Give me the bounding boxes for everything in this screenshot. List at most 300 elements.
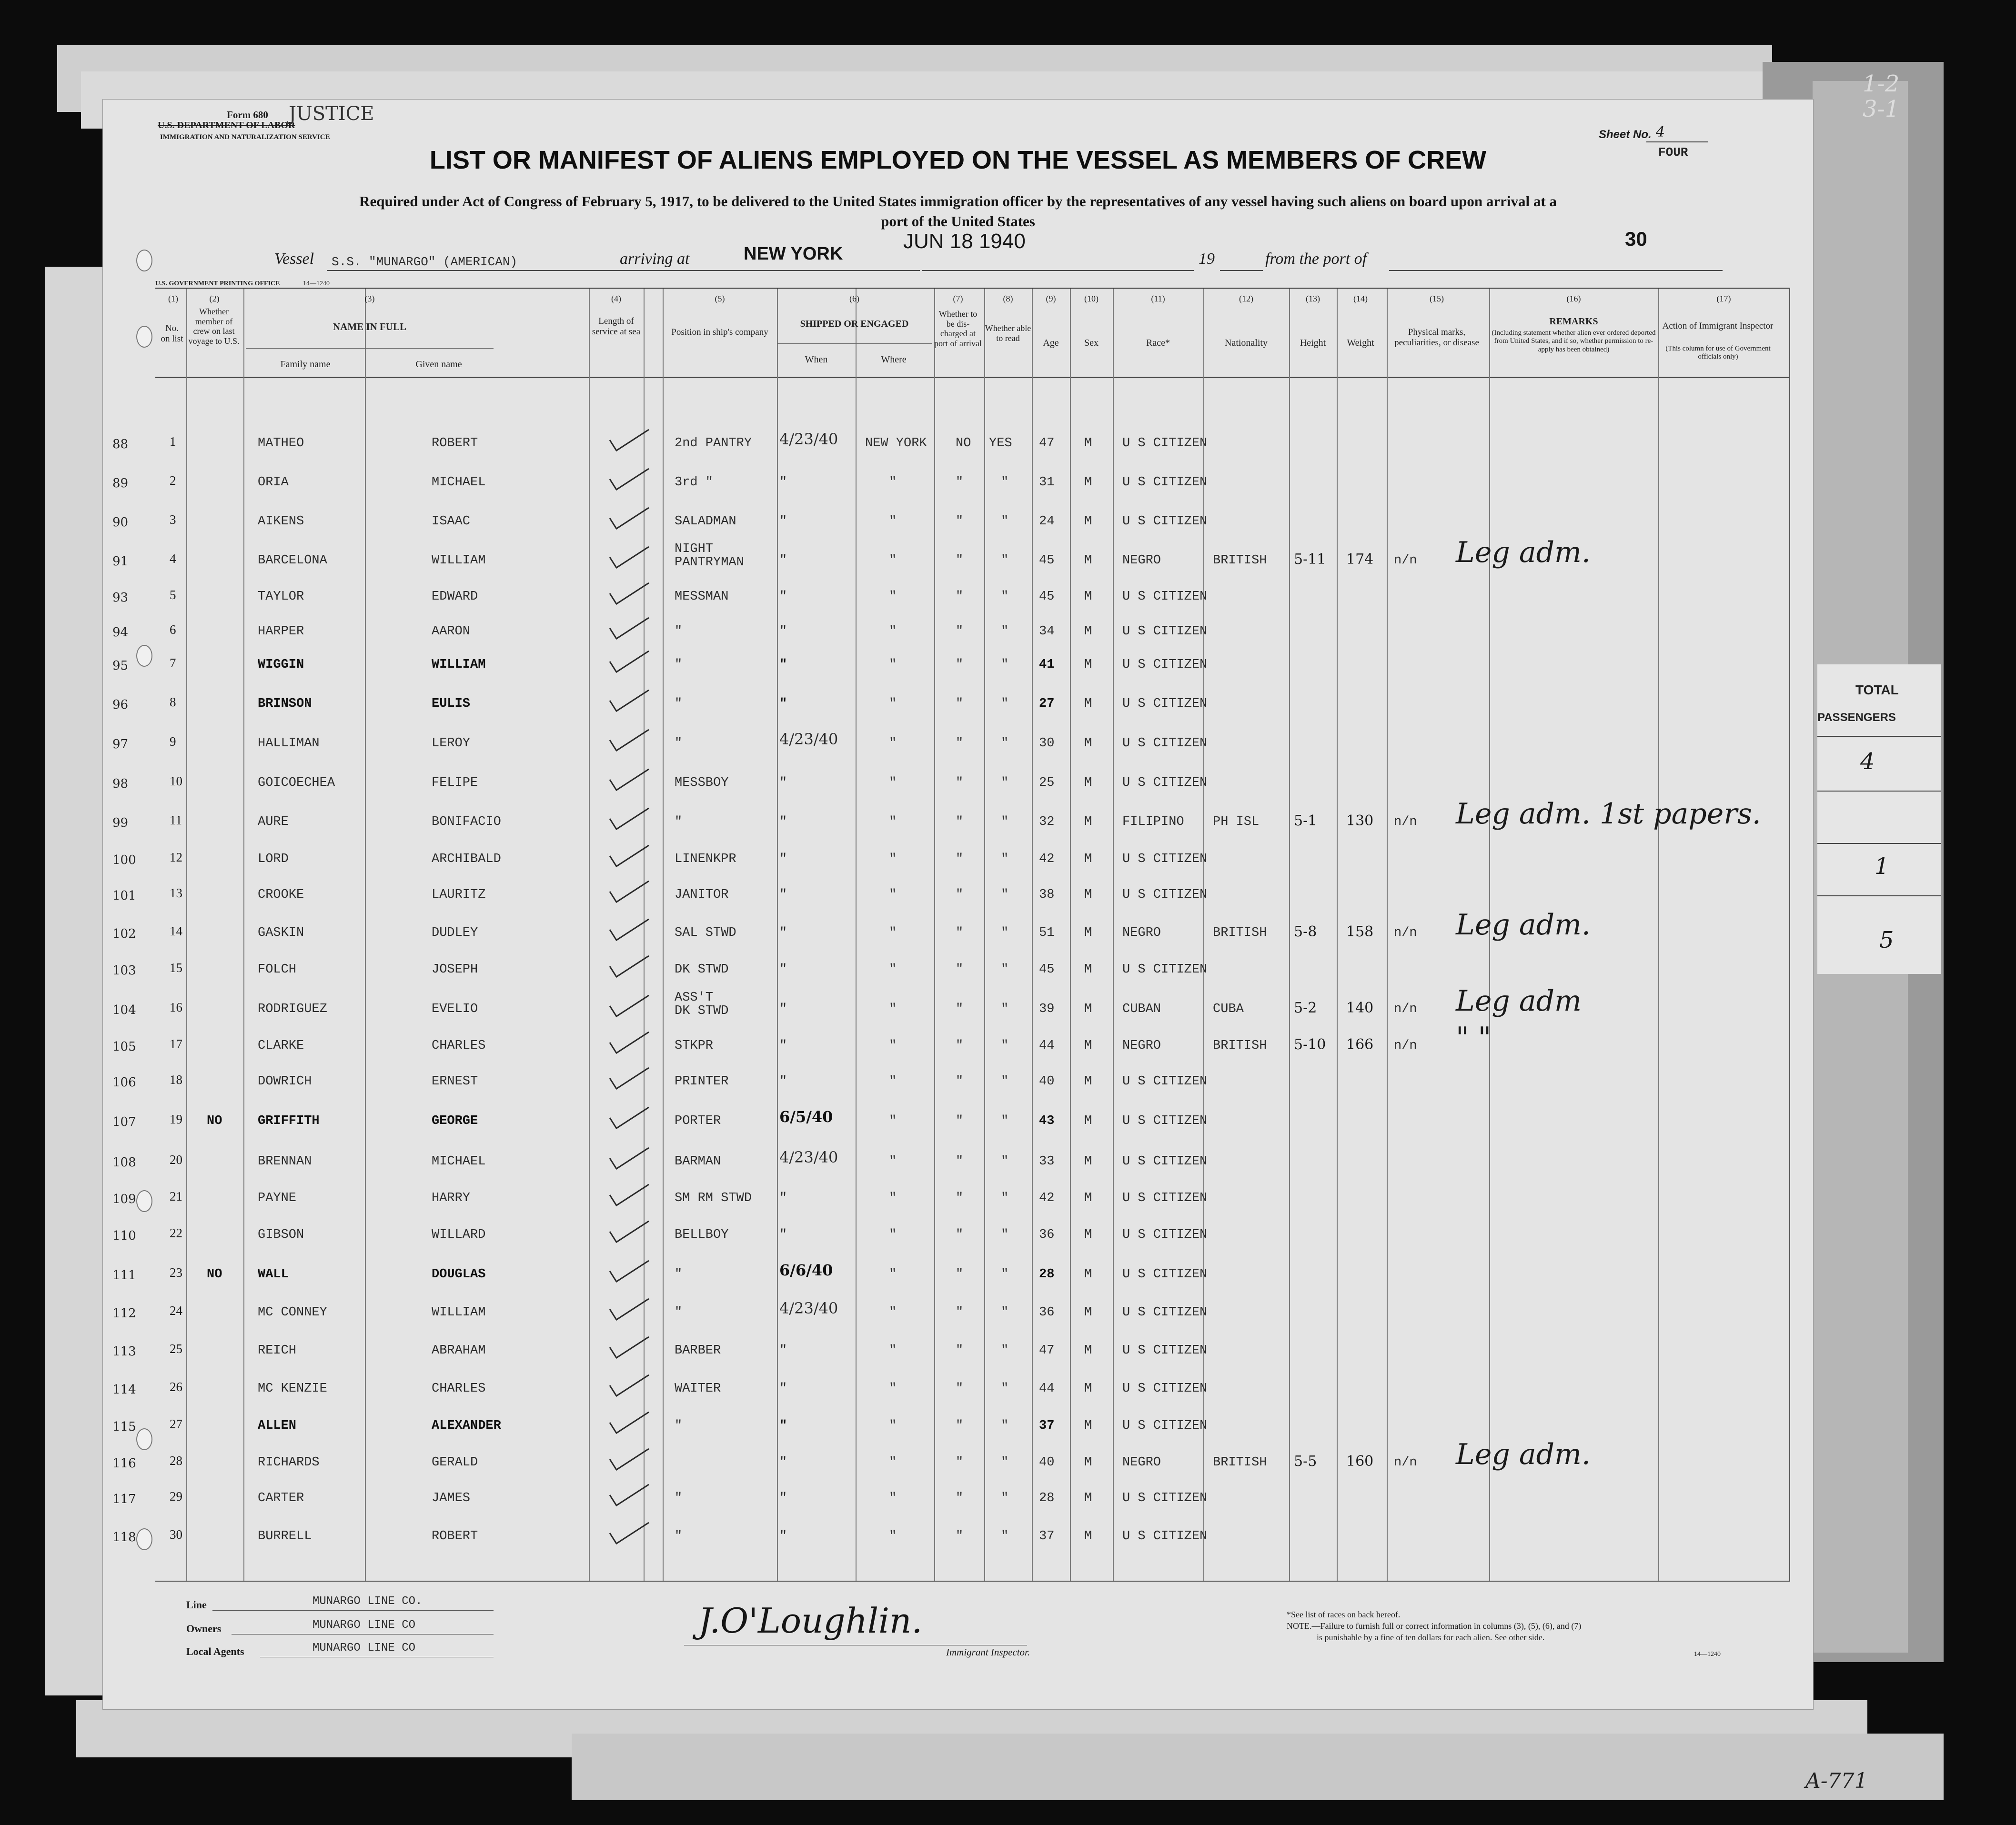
column-number: (12) bbox=[1239, 294, 1253, 303]
line-reference: 104 bbox=[112, 1003, 136, 1017]
family-name: CROOKE bbox=[258, 888, 304, 902]
row-number: 22 bbox=[170, 1226, 182, 1240]
check-mark-icon bbox=[608, 915, 651, 944]
check-mark-icon bbox=[608, 765, 651, 794]
row-number: 20 bbox=[170, 1153, 182, 1167]
given-name: JAMES bbox=[432, 1491, 471, 1505]
position: BELLBOY bbox=[675, 1228, 729, 1242]
discharged: " bbox=[956, 1419, 964, 1433]
hdr-when: When bbox=[805, 354, 828, 365]
family-name: WALL bbox=[258, 1267, 289, 1282]
sex: M bbox=[1084, 888, 1092, 902]
race: U S CITIZEN bbox=[1122, 1114, 1208, 1128]
able-to-read: " bbox=[1001, 1305, 1009, 1320]
hdr-remarks-note: (Including statement whether alien ever ordered deported from United States, and if so, whether permission to re-apply has been obtained) bbox=[1492, 329, 1656, 353]
hdr-whether-member: Whether member of crew on last voyage to U.S. bbox=[188, 307, 240, 346]
given-name: CHARLES bbox=[432, 1039, 486, 1053]
line-reference: 110 bbox=[112, 1229, 136, 1243]
table-row bbox=[103, 1528, 1813, 1557]
age: 33 bbox=[1039, 1154, 1055, 1169]
given-name: EULIS bbox=[432, 697, 471, 711]
shipped-where: " bbox=[889, 1382, 897, 1396]
column-number: (1) bbox=[168, 294, 178, 303]
inspector-label: Immigrant Inspector. bbox=[946, 1646, 1030, 1658]
table-row bbox=[103, 1490, 1813, 1519]
position: " bbox=[675, 1529, 683, 1544]
discharged: " bbox=[956, 1191, 964, 1205]
family-name: CLARKE bbox=[258, 1039, 304, 1053]
column-number: (2) bbox=[209, 294, 220, 303]
hdr-length-service: Length of service at sea bbox=[592, 316, 641, 337]
discharged: " bbox=[956, 963, 964, 977]
table-row bbox=[103, 1148, 1813, 1182]
row-number: 6 bbox=[170, 622, 176, 637]
race: NEGRO bbox=[1122, 1455, 1161, 1470]
nationality: BRITISH bbox=[1213, 926, 1267, 940]
vessel-value: S.S. "MUNARGO" (AMERICAN) bbox=[332, 255, 518, 269]
voyage-flag: NO bbox=[207, 1114, 222, 1128]
row-number: 26 bbox=[170, 1380, 182, 1394]
age: 45 bbox=[1039, 963, 1055, 977]
check-mark-icon bbox=[608, 726, 651, 754]
family-name: WIGGIN bbox=[258, 658, 304, 672]
agents-value: MUNARGO LINE CO bbox=[312, 1642, 416, 1655]
line-reference: 111 bbox=[112, 1268, 136, 1283]
able-to-read: " bbox=[1001, 553, 1009, 568]
punch-hole bbox=[136, 250, 152, 271]
given-name: MICHAEL bbox=[432, 475, 486, 490]
table-row bbox=[103, 696, 1813, 724]
able-to-read: " bbox=[1001, 776, 1009, 790]
subtitle-line-2: port of the United States bbox=[881, 213, 1035, 230]
position: 3rd " bbox=[675, 475, 714, 490]
line-reference: 97 bbox=[112, 737, 129, 752]
family-name: TAYLOR bbox=[258, 590, 304, 604]
totals-subtitle: PASSENGERS bbox=[1817, 711, 1896, 724]
hdr-physical: Physical marks, peculiarities, or disease bbox=[1394, 327, 1479, 348]
discharged: " bbox=[956, 815, 964, 829]
age: 24 bbox=[1039, 514, 1055, 529]
sex: M bbox=[1084, 475, 1092, 490]
race: U S CITIZEN bbox=[1122, 1344, 1208, 1358]
row-number: 15 bbox=[170, 961, 182, 975]
able-to-read: " bbox=[1001, 963, 1009, 977]
sex: M bbox=[1084, 553, 1092, 568]
check-mark-icon bbox=[608, 1217, 651, 1246]
shipped-where: " bbox=[889, 1419, 897, 1433]
shipped-where: " bbox=[889, 1154, 897, 1169]
race: U S CITIZEN bbox=[1122, 697, 1208, 711]
able-to-read: " bbox=[1001, 1114, 1009, 1128]
table-row bbox=[103, 730, 1813, 764]
physical-marks: n/n bbox=[1394, 1039, 1417, 1053]
able-to-read: " bbox=[1001, 1491, 1009, 1505]
family-name: BRINSON bbox=[258, 697, 312, 711]
gpo-code: 14—1240 bbox=[303, 280, 330, 287]
sex: M bbox=[1084, 590, 1092, 604]
row-number: 13 bbox=[170, 886, 182, 900]
table-row bbox=[103, 1227, 1813, 1255]
race: U S CITIZEN bbox=[1122, 1267, 1208, 1282]
age: 27 bbox=[1039, 697, 1055, 711]
check-mark-icon bbox=[608, 877, 651, 906]
shipped-where: " bbox=[889, 658, 897, 672]
age: 25 bbox=[1039, 776, 1055, 790]
able-to-read: " bbox=[1001, 815, 1009, 829]
age: 45 bbox=[1039, 590, 1055, 604]
row-number: 4 bbox=[170, 552, 176, 566]
position: LINENKPR bbox=[675, 852, 736, 866]
hdr-able-read: Whether able to read bbox=[985, 323, 1031, 343]
shipped-where: " bbox=[889, 1267, 897, 1282]
check-mark-icon bbox=[608, 1519, 651, 1547]
family-name: LORD bbox=[258, 852, 289, 866]
column-number: (3) bbox=[364, 294, 375, 303]
family-name: BURRELL bbox=[258, 1529, 312, 1544]
sex: M bbox=[1084, 624, 1092, 639]
discharged: " bbox=[956, 1382, 964, 1396]
row-number: 17 bbox=[170, 1037, 182, 1051]
family-name: BARCELONA bbox=[258, 553, 327, 568]
age: 40 bbox=[1039, 1455, 1055, 1470]
family-name: ALLEN bbox=[258, 1419, 297, 1433]
shipped-when: " bbox=[779, 1191, 787, 1205]
line-reference: 89 bbox=[112, 476, 129, 491]
able-to-read: YES bbox=[989, 436, 1012, 451]
check-mark-icon bbox=[608, 579, 651, 608]
family-name: DOWRICH bbox=[258, 1074, 312, 1089]
row-number: 23 bbox=[170, 1265, 182, 1280]
physical-marks: n/n bbox=[1394, 553, 1417, 568]
department-handwritten: JUSTICE bbox=[289, 103, 374, 125]
sex: M bbox=[1084, 1039, 1092, 1053]
given-name: ROBERT bbox=[432, 1529, 478, 1544]
age: 34 bbox=[1039, 624, 1055, 639]
physical-marks: n/n bbox=[1394, 1455, 1417, 1470]
able-to-read: " bbox=[1001, 624, 1009, 639]
position: JANITOR bbox=[675, 888, 729, 902]
given-name: MICHAEL bbox=[432, 1154, 486, 1169]
position: DK STWD bbox=[675, 963, 729, 977]
discharged: " bbox=[956, 475, 964, 490]
family-name: HARPER bbox=[258, 624, 304, 639]
table-row bbox=[103, 474, 1813, 503]
sex: M bbox=[1084, 1074, 1092, 1089]
able-to-read: " bbox=[1001, 1074, 1009, 1089]
able-to-read: " bbox=[1001, 1419, 1009, 1433]
table-row bbox=[103, 1438, 1813, 1483]
shipped-where: " bbox=[889, 815, 897, 829]
row-number: 21 bbox=[170, 1189, 182, 1203]
able-to-read: " bbox=[1001, 1039, 1009, 1053]
sex: M bbox=[1084, 963, 1092, 977]
discharged: " bbox=[956, 1114, 964, 1128]
given-name: WILLIAM bbox=[432, 658, 486, 672]
race: NEGRO bbox=[1122, 1039, 1161, 1053]
able-to-read: " bbox=[1001, 475, 1009, 490]
family-name: GIBSON bbox=[258, 1228, 304, 1242]
family-name: MC CONNEY bbox=[258, 1305, 327, 1320]
shipped-where: " bbox=[889, 852, 897, 866]
shipped-when: " bbox=[779, 1419, 787, 1433]
check-mark-icon bbox=[608, 1103, 651, 1132]
nationality: BRITISH bbox=[1213, 1455, 1267, 1470]
given-name: ABRAHAM bbox=[432, 1344, 486, 1358]
sex: M bbox=[1084, 1529, 1092, 1544]
sex: M bbox=[1084, 1154, 1092, 1169]
weight: 174 bbox=[1346, 551, 1374, 568]
row-number: 10 bbox=[170, 774, 182, 788]
weight: 158 bbox=[1346, 923, 1374, 940]
discharged: " bbox=[956, 553, 964, 568]
race: U S CITIZEN bbox=[1122, 1228, 1208, 1242]
shipped-when: " bbox=[779, 1344, 787, 1358]
position: " bbox=[675, 1305, 683, 1320]
sex: M bbox=[1084, 1191, 1092, 1205]
vessel-label: Vessel bbox=[274, 250, 314, 268]
shipped-when: " bbox=[779, 1382, 787, 1396]
line-reference: 94 bbox=[112, 625, 129, 640]
shipped-where: " bbox=[889, 1002, 897, 1016]
able-to-read: " bbox=[1001, 1154, 1009, 1169]
discharged: " bbox=[956, 776, 964, 790]
row-number: 30 bbox=[170, 1527, 182, 1542]
discharged: " bbox=[956, 1154, 964, 1169]
race: U S CITIZEN bbox=[1122, 590, 1208, 604]
sex: M bbox=[1084, 658, 1092, 672]
line-reference: 118 bbox=[112, 1530, 136, 1544]
age: 37 bbox=[1039, 1419, 1055, 1433]
sex: M bbox=[1084, 852, 1092, 866]
subtitle-line-1: Required under Act of Congress of February 5, 1917, to be delivered to the United States immigration officer by the representatives of any vessel having such aliens on board upon arrival at a bbox=[359, 193, 1557, 210]
position: " bbox=[675, 697, 683, 711]
discharged: " bbox=[956, 590, 964, 604]
weight: 160 bbox=[1346, 1453, 1374, 1470]
shipped-when: " bbox=[779, 1002, 787, 1016]
discharged: NO bbox=[956, 436, 971, 451]
left-sheet bbox=[45, 267, 107, 1695]
table-row bbox=[103, 536, 1813, 581]
able-to-read: " bbox=[1001, 1191, 1009, 1205]
line-reference: 88 bbox=[112, 437, 129, 451]
given-name: LAURITZ bbox=[432, 888, 486, 902]
height: 5-1 bbox=[1294, 812, 1317, 829]
family-name: FOLCH bbox=[258, 963, 297, 977]
sex: M bbox=[1084, 926, 1092, 940]
able-to-read: " bbox=[1001, 1228, 1009, 1242]
age: 36 bbox=[1039, 1305, 1055, 1320]
sex: M bbox=[1084, 436, 1092, 451]
hdr-given-name: Given name bbox=[415, 359, 462, 370]
nationality: BRITISH bbox=[1213, 1039, 1267, 1053]
row-number: 9 bbox=[170, 734, 176, 749]
given-name: ALEXANDER bbox=[432, 1419, 501, 1433]
check-mark-icon bbox=[608, 842, 651, 870]
age: 47 bbox=[1039, 436, 1055, 451]
shipped-when: 4/23/40 bbox=[779, 730, 838, 748]
position-line-2: PANTRYMAN bbox=[675, 555, 744, 570]
row-number: 28 bbox=[170, 1454, 182, 1468]
given-name: CHARLES bbox=[432, 1382, 486, 1396]
page-bottom-right-note: A-771 bbox=[1805, 1769, 1868, 1793]
line-reference: 98 bbox=[112, 777, 129, 791]
discharged: " bbox=[956, 514, 964, 529]
date-stamp: JUN 18 1940 bbox=[903, 230, 1026, 253]
line-reference: 102 bbox=[112, 927, 136, 941]
check-mark-icon bbox=[608, 543, 651, 572]
sex: M bbox=[1084, 1228, 1092, 1242]
discharged: " bbox=[956, 658, 964, 672]
shipped-where: " bbox=[889, 514, 897, 529]
remark: Leg adm. bbox=[1456, 908, 1591, 942]
sex: M bbox=[1084, 1491, 1092, 1505]
column-number: (6) bbox=[849, 294, 859, 303]
footnote-races: *See list of races on back hereof. bbox=[1287, 1610, 1401, 1619]
able-to-read: " bbox=[1001, 736, 1009, 751]
shipped-when: " bbox=[779, 1455, 787, 1470]
row-number: 29 bbox=[170, 1489, 182, 1504]
race: U S CITIZEN bbox=[1122, 1191, 1208, 1205]
age: 40 bbox=[1039, 1074, 1055, 1089]
hdr-no-on-list: No. on list bbox=[161, 323, 183, 344]
able-to-read: " bbox=[1001, 926, 1009, 940]
table-row bbox=[103, 1261, 1813, 1295]
column-number: (9) bbox=[1046, 294, 1056, 303]
discharged: " bbox=[956, 852, 964, 866]
able-to-read: " bbox=[1001, 1002, 1009, 1016]
row-number: 5 bbox=[170, 588, 176, 602]
line-reference: 95 bbox=[112, 659, 129, 673]
race: U S CITIZEN bbox=[1122, 1382, 1208, 1396]
sheet-word: FOUR bbox=[1658, 145, 1688, 160]
nationality: BRITISH bbox=[1213, 553, 1267, 568]
family-name: RODRIGUEZ bbox=[258, 1002, 327, 1016]
discharged: " bbox=[956, 1228, 964, 1242]
remark: Leg adm. 1st papers. bbox=[1456, 797, 1761, 831]
discharged: " bbox=[956, 624, 964, 639]
table-row bbox=[103, 1343, 1813, 1371]
row-number: 7 bbox=[170, 656, 176, 670]
discharged: " bbox=[956, 736, 964, 751]
hdr-name-in-full: NAME IN FULL bbox=[333, 321, 406, 332]
sex: M bbox=[1084, 1344, 1092, 1358]
punch-hole bbox=[136, 326, 152, 348]
shipped-when: " bbox=[779, 852, 787, 866]
shipped-when: 4/23/40 bbox=[779, 1299, 838, 1317]
race: U S CITIZEN bbox=[1122, 1074, 1208, 1089]
discharged: " bbox=[956, 1455, 964, 1470]
service-name: IMMIGRATION AND NATURALIZATION SERVICE bbox=[160, 133, 330, 141]
shipped-when: " bbox=[779, 926, 787, 940]
table-row bbox=[103, 1190, 1813, 1219]
check-mark-icon bbox=[608, 647, 651, 676]
owners-value: MUNARGO LINE CO bbox=[312, 1619, 416, 1632]
discharged: " bbox=[956, 1074, 964, 1089]
line-reference: 103 bbox=[112, 963, 136, 978]
line-reference: 91 bbox=[112, 554, 129, 569]
shipped-when: " bbox=[779, 888, 787, 902]
line-reference: 115 bbox=[112, 1420, 136, 1434]
able-to-read: " bbox=[1001, 658, 1009, 672]
shipped-where: " bbox=[889, 1529, 897, 1544]
position: " bbox=[675, 1491, 683, 1505]
document-title: LIST OR MANIFEST OF ALIENS EMPLOYED ON THE VESSEL AS MEMBERS OF CREW bbox=[429, 146, 1487, 174]
position: PORTER bbox=[675, 1114, 721, 1128]
footer-code: 14—1240 bbox=[1694, 1651, 1721, 1658]
position: WAITER bbox=[675, 1382, 721, 1396]
row-number: 14 bbox=[170, 924, 182, 938]
position: MESSBOY bbox=[675, 776, 729, 790]
family-name: MATHEO bbox=[258, 436, 304, 451]
line-reference: 109 bbox=[112, 1192, 136, 1206]
voyage-flag: NO bbox=[207, 1267, 222, 1282]
row-number: 11 bbox=[170, 813, 182, 827]
shipped-when: 4/23/40 bbox=[779, 1148, 838, 1166]
physical-marks: n/n bbox=[1394, 815, 1417, 829]
table-row bbox=[103, 1073, 1813, 1102]
race: NEGRO bbox=[1122, 553, 1161, 568]
shipped-where: " bbox=[889, 553, 897, 568]
shipped-where: " bbox=[889, 1228, 897, 1242]
able-to-read: " bbox=[1001, 1267, 1009, 1282]
race: U S CITIZEN bbox=[1122, 776, 1208, 790]
check-mark-icon bbox=[608, 1333, 651, 1362]
discharged: " bbox=[956, 888, 964, 902]
able-to-read: " bbox=[1001, 888, 1009, 902]
position: 2nd PANTRY bbox=[675, 436, 752, 451]
position: " bbox=[675, 815, 683, 829]
position: SALADMAN bbox=[675, 514, 736, 529]
row-number: 1 bbox=[170, 434, 176, 449]
column-number: (4) bbox=[611, 294, 621, 303]
able-to-read: " bbox=[1001, 1455, 1009, 1470]
table-row bbox=[103, 1108, 1813, 1142]
check-mark-icon bbox=[608, 952, 651, 981]
totals-mark-2: 1 bbox=[1875, 853, 1889, 880]
family-name: RICHARDS bbox=[258, 1455, 320, 1470]
family-name: BRENNAN bbox=[258, 1154, 312, 1169]
column-number: (5) bbox=[715, 294, 725, 303]
family-name: AIKENS bbox=[258, 514, 304, 529]
footnote-fine: is punishable by a fine of ten dollars for each alien. See other side. bbox=[1317, 1633, 1545, 1642]
family-name: GASKIN bbox=[258, 926, 304, 940]
row-number: 2 bbox=[170, 473, 176, 488]
table-row bbox=[103, 623, 1813, 652]
remark: Leg adm bbox=[1456, 984, 1582, 1018]
discharged: " bbox=[956, 697, 964, 711]
totals-mark-1: 4 bbox=[1860, 748, 1875, 775]
race: NEGRO bbox=[1122, 926, 1161, 940]
family-name: AURE bbox=[258, 815, 289, 829]
age: 32 bbox=[1039, 815, 1055, 829]
able-to-read: " bbox=[1001, 697, 1009, 711]
table-row bbox=[103, 589, 1813, 617]
line-reference: 114 bbox=[112, 1383, 136, 1397]
given-name: LEROY bbox=[432, 736, 471, 751]
given-name: WILLARD bbox=[432, 1228, 486, 1242]
arriving-value: NEW YORK bbox=[744, 244, 843, 264]
height: 5-5 bbox=[1294, 1453, 1317, 1470]
column-number: (17) bbox=[1716, 294, 1731, 303]
totals-box bbox=[1817, 664, 1941, 974]
family-name: PAYNE bbox=[258, 1191, 297, 1205]
physical-marks: n/n bbox=[1394, 926, 1417, 940]
race: U S CITIZEN bbox=[1122, 475, 1208, 490]
race: U S CITIZEN bbox=[1122, 1419, 1208, 1433]
position: PRINTER bbox=[675, 1074, 729, 1089]
sex: M bbox=[1084, 1267, 1092, 1282]
age: 37 bbox=[1039, 1529, 1055, 1544]
